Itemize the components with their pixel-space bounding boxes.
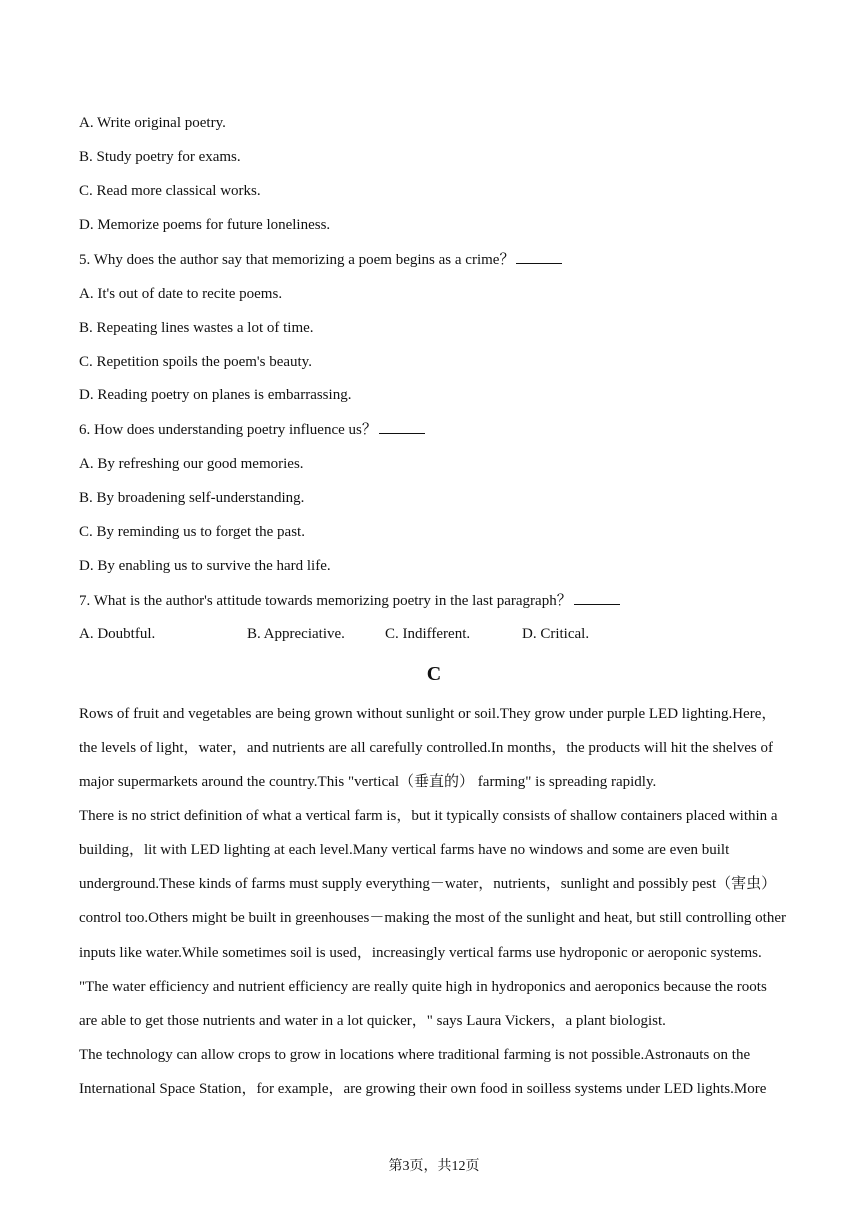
answer-blank (516, 249, 562, 264)
passage-line: The technology can allow crops to grow in locations where traditional farming is not possible.Astronauts on the (79, 1047, 751, 1063)
q5-option-b: B. Repeating lines wastes a lot of time. (79, 320, 314, 336)
answer-blank (574, 590, 620, 605)
passage-line: building，lit with LED lighting at each level.Many vertical farms have no windows and some are even built (79, 842, 730, 858)
q4-option-d: D. Memorize poems for future loneliness. (79, 217, 331, 233)
q5-option-a: A. It's out of date to recite poems. (79, 286, 283, 302)
q4-option-a: A. Write original poetry. (79, 115, 226, 131)
passage-line: the levels of light，water，and nutrients are all carefully controlled.In months，the products will hit the shelves of (79, 740, 773, 756)
passage-line: inputs like water.While sometimes soil is used，increasingly vertical farms use hydroponic or aeroponic systems. (79, 945, 762, 961)
q7-options-row (79, 624, 779, 644)
q5-option-c: C. Repetition spoils the poem's beauty. (79, 354, 312, 370)
passage-line: major supermarkets around the country.This "vertical（垂直的） farming" is spreading rapidly. (79, 774, 657, 790)
passage-line: "The water efficiency and nutrient efficiency are really quite high in hydroponics and aeroponics because the roots (79, 979, 767, 995)
q7-question: 7. What is the author's attitude towards memorizing poetry in the last paragraph？ (79, 593, 572, 609)
q6-question: 6. How does understanding poetry influence us？ (79, 422, 377, 438)
q7-option-c: C. Indifferent. (385, 626, 471, 642)
q7-option-d: D. Critical. (522, 626, 590, 642)
q6-option-a: A. By refreshing our good memories. (79, 456, 304, 472)
passage-line: are able to get those nutrients and water in a lot quicker，" says Laura Vickers，a plant biologist. (79, 1013, 666, 1029)
q7-option-b: B. Appreciative. (247, 626, 345, 642)
q4-option-b: B. Study poetry for exams. (79, 149, 241, 165)
q5-question-line (79, 249, 562, 270)
q5-option-d: D. Reading poetry on planes is embarrassing. (79, 387, 352, 403)
passage-line: Rows of fruit and vegetables are being grown without sunlight or soil.They grow under purple LED lighting.Here， (79, 706, 777, 722)
passage-line: control too.Others might be built in greenhouses－making the most of the sunlight and heat, but still controlling other (79, 910, 786, 926)
q4-option-c: C. Read more classical works. (79, 183, 261, 199)
passage-line: International Space Station，for example，are growing their own food in soilless systems under LED lights.More (79, 1081, 767, 1097)
passage-line: underground.These kinds of farms must supply everything－water，nutrients，sunlight and possibly pest（害虫） (79, 876, 777, 892)
section-heading: C (426, 663, 442, 685)
q7-option-a: A. Doubtful. (79, 626, 156, 642)
page-footer: 第3页，共12页 (388, 1159, 480, 1174)
q6-option-c: C. By reminding us to forget the past. (79, 524, 305, 540)
q7-question-line (79, 590, 620, 611)
passage-line: There is no strict definition of what a vertical farm is，but it typically consists of shallow containers placed within a (79, 808, 778, 824)
q6-option-d: D. By enabling us to survive the hard life. (79, 558, 331, 574)
q6-option-b: B. By broadening self-understanding. (79, 490, 305, 506)
answer-blank (379, 419, 425, 434)
q6-question-line (79, 419, 425, 440)
q5-question: 5. Why does the author say that memorizing a poem begins as a crime？ (79, 252, 515, 268)
